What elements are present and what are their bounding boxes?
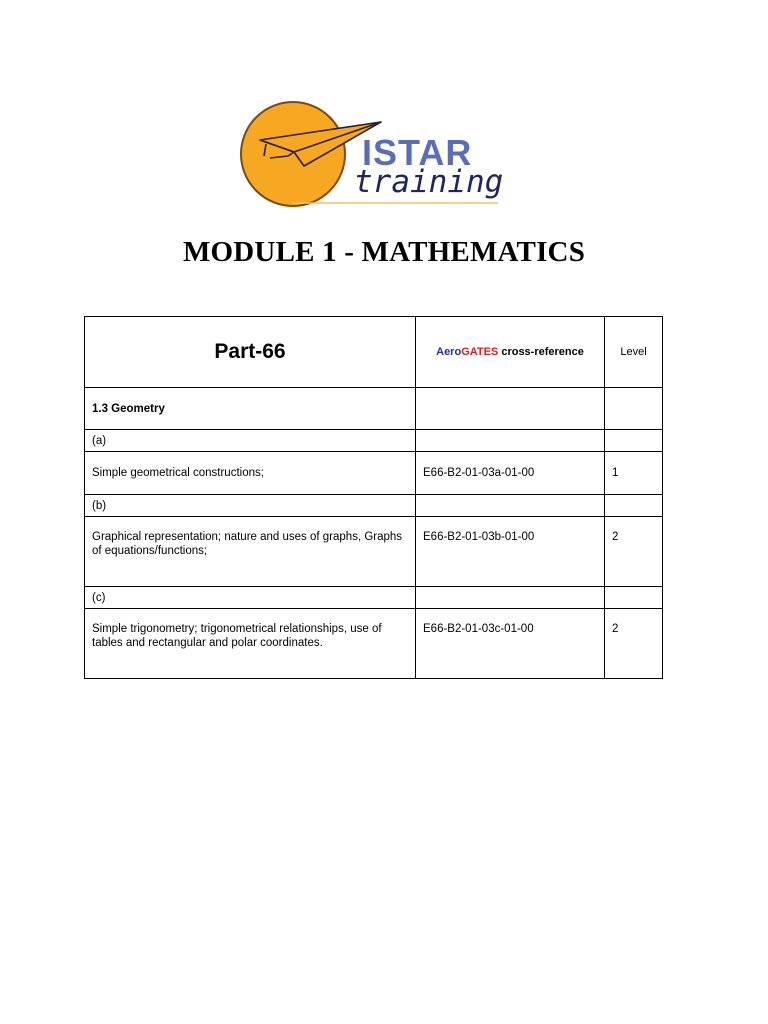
syllabus-table — [84, 316, 663, 679]
table-header-row — [85, 317, 663, 388]
level-value: 2 — [605, 609, 663, 679]
table-row — [85, 430, 663, 452]
empty-cell — [605, 430, 663, 452]
topic-text: Graphical representation; nature and uses of graphs, Graphs of equations/functions; — [85, 517, 416, 587]
sub-label: (c) — [85, 587, 416, 609]
empty-cell — [605, 495, 663, 517]
table-row — [85, 452, 663, 495]
sub-label: (a) — [85, 430, 416, 452]
istar-training-logo — [236, 100, 536, 212]
table-row — [85, 587, 663, 609]
section-row — [85, 388, 663, 430]
empty-cell — [416, 495, 605, 517]
logo-istar-word: ISTAR — [362, 132, 473, 173]
empty-cell — [605, 587, 663, 609]
header-part-66: Part-66 — [85, 317, 416, 388]
sun-disc-icon — [241, 102, 345, 206]
module-title: MODULE 1 - MATHEMATICS — [182, 236, 586, 268]
topic-text: Simple geometrical constructions; — [85, 452, 416, 495]
cross-reference-code: E66-B2-01-03b-01-00 — [416, 517, 605, 587]
section-label: 1.3 Geometry — [85, 388, 416, 430]
section-level-cell — [605, 388, 663, 430]
level-value: 2 — [605, 517, 663, 587]
empty-cell — [416, 587, 605, 609]
xref-aero-text: Aero — [436, 346, 462, 358]
section-ref-cell — [416, 388, 605, 430]
header-cross-reference — [416, 317, 605, 388]
cross-reference-code: E66-B2-01-03a-01-00 — [416, 452, 605, 495]
table-row — [85, 609, 663, 679]
empty-cell — [416, 430, 605, 452]
istar-logo-graphic — [236, 100, 536, 212]
level-value: 1 — [605, 452, 663, 495]
cross-reference-code: E66-B2-01-03c-01-00 — [416, 609, 605, 679]
xref-rest-text: cross-reference — [498, 346, 584, 358]
logo-training-word: training — [354, 164, 504, 200]
header-level: Level — [605, 317, 663, 388]
table-row — [85, 495, 663, 517]
table-row — [85, 517, 663, 587]
xref-gates-text: GATES — [461, 346, 499, 358]
sub-label: (b) — [85, 495, 416, 517]
topic-text: Simple trigonometry; trigonometrical relationships, use of tables and rectangular and polar coordinates. — [85, 609, 416, 679]
